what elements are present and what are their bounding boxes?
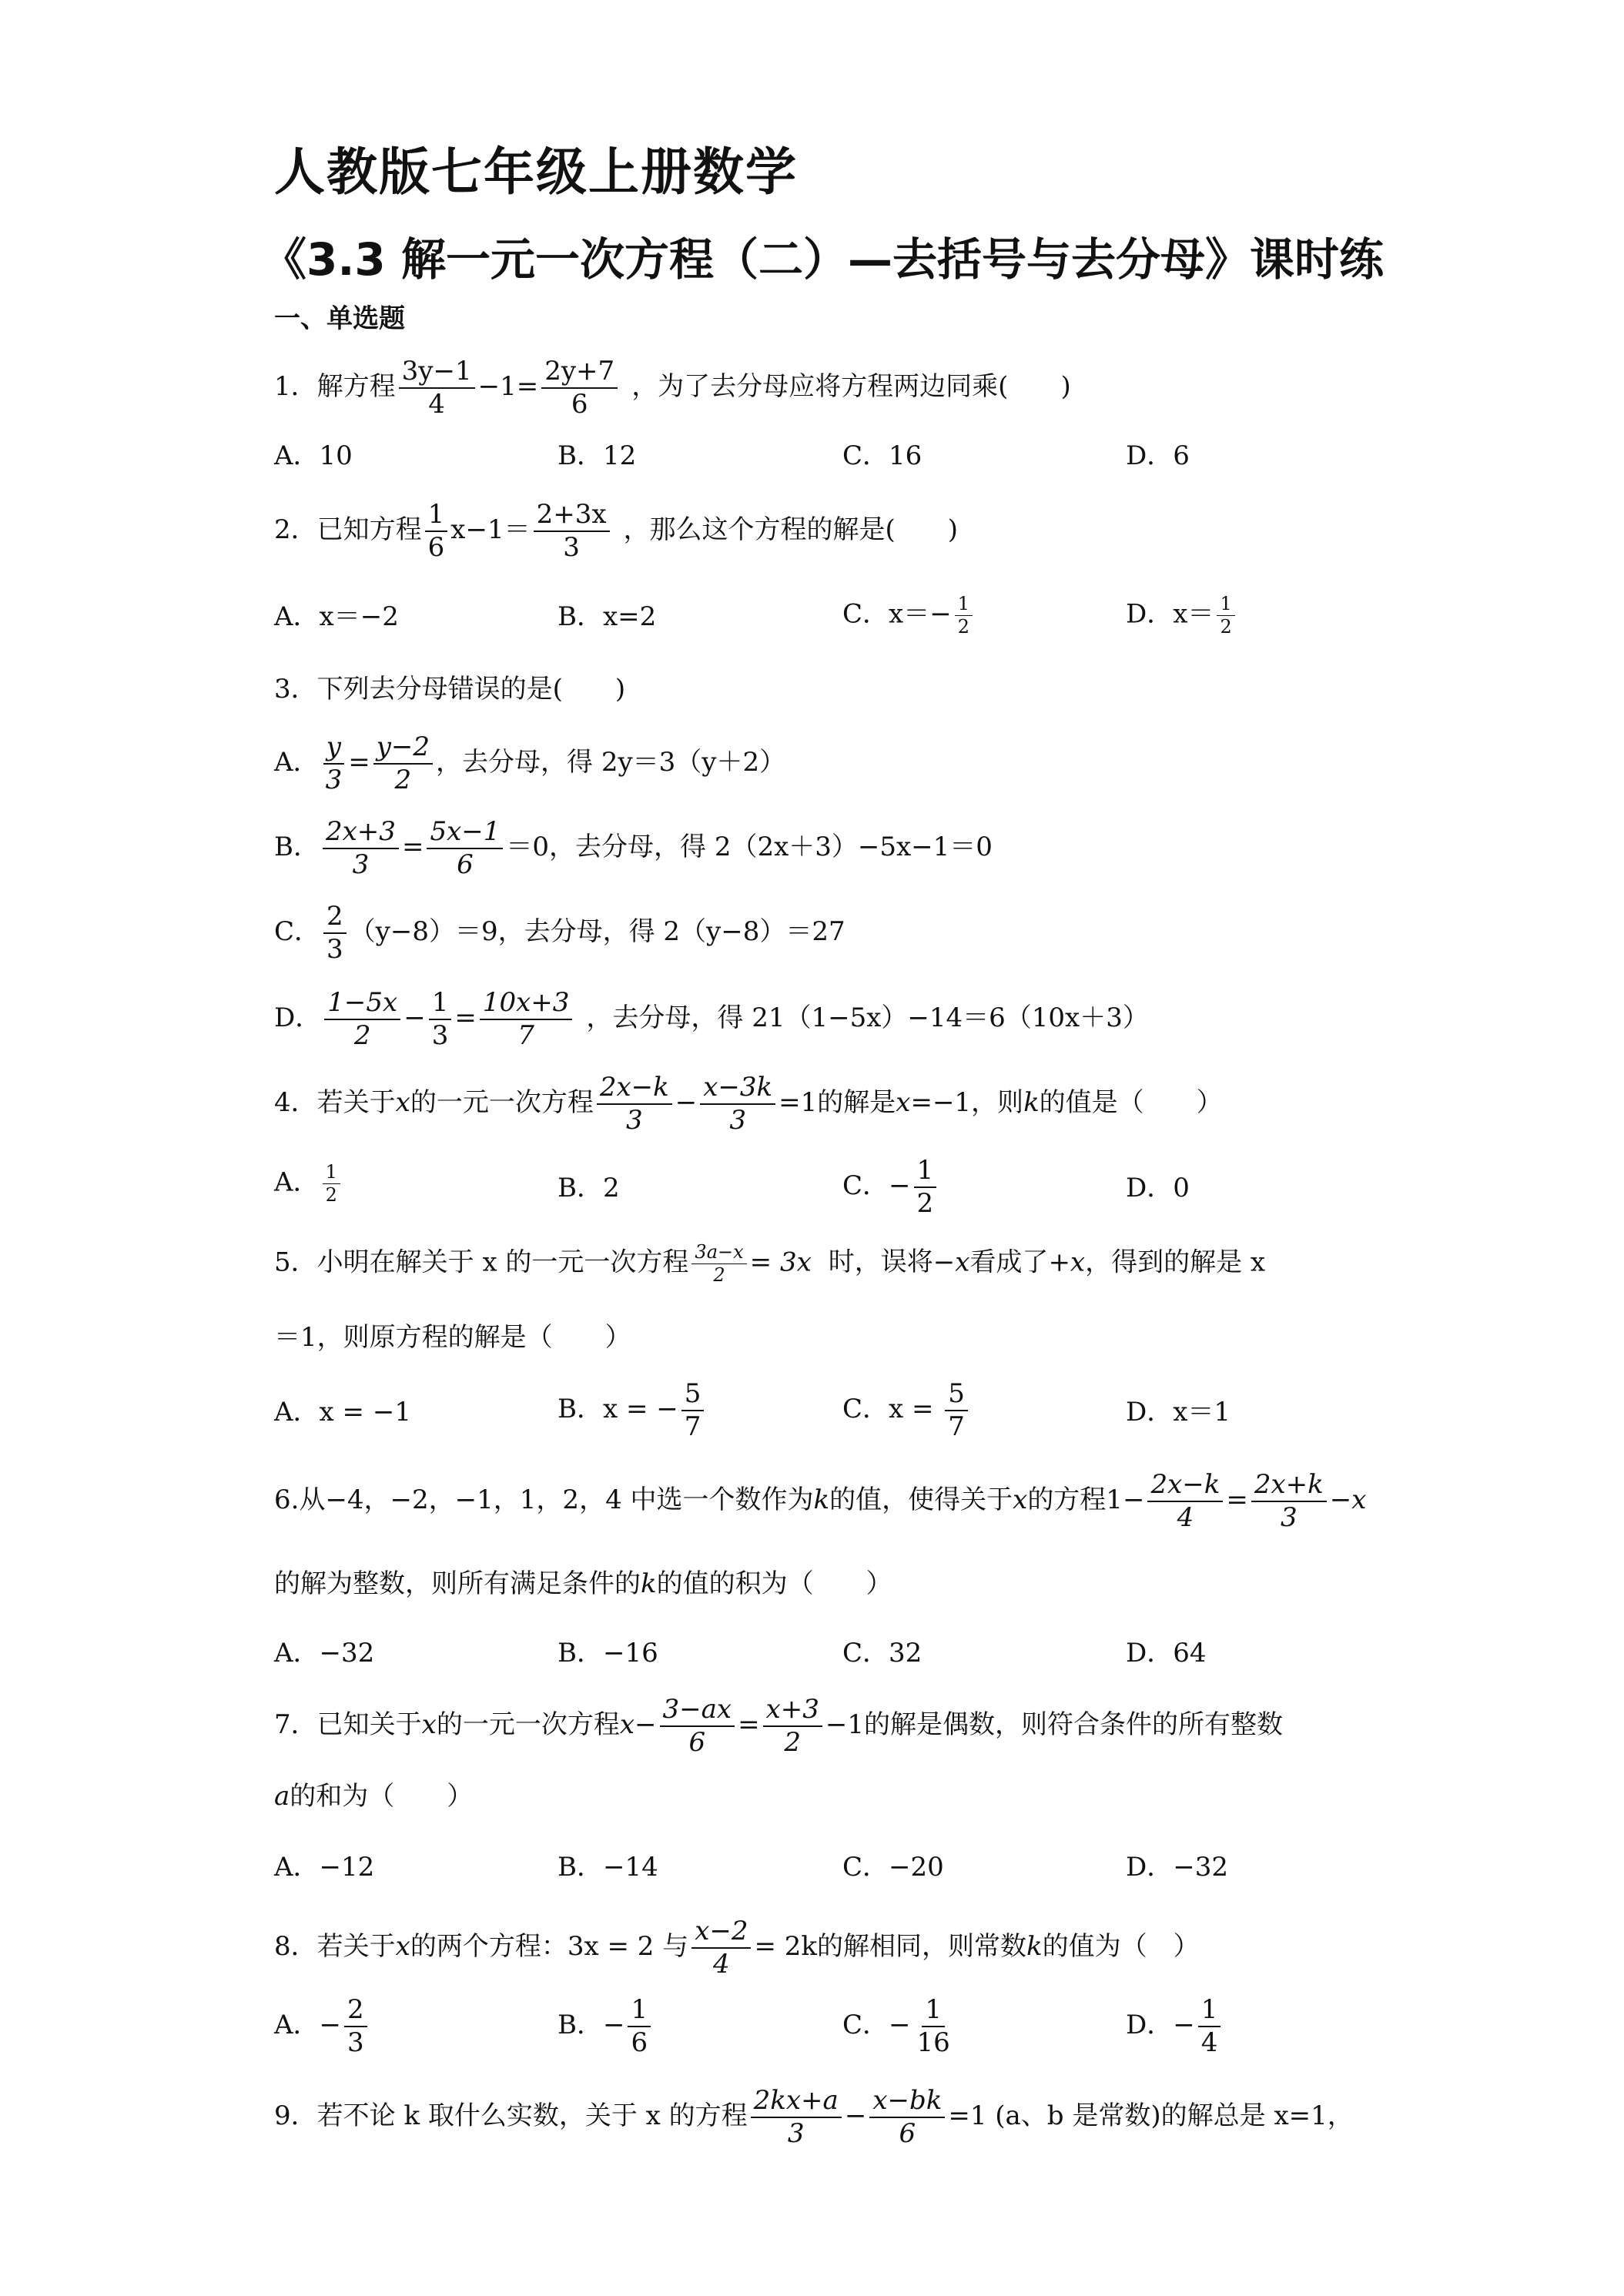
q2-option-c: C．x＝− $\frac{1}{2}$ <box>842 593 976 638</box>
question-2: 2．已知方程 $\frac{1}{6}$ x−1＝ $\frac{2+3x}{3}$ ，那么这个方程的解是( ) <box>274 499 959 563</box>
q3-option-d: D． $\frac{1-5x}{2}$ − $\frac{1}{3}$ = $\frac{10x+3}{7}$ ，去分母，得 21（1−5x）−14＝6（10x＋3） <box>274 987 1149 1051</box>
q4-option-b: B．2 <box>558 1173 620 1203</box>
q8-option-d: D．− $\frac{1}{4}$ <box>1126 1994 1224 2059</box>
q8-option-c: C．− $\frac{1}{16}$ <box>842 1994 950 2058</box>
section-heading: 一、单选题 <box>274 303 405 334</box>
fraction: $\frac{3y-1}{4}$ <box>399 356 475 420</box>
q1-option-d: D．6 <box>1126 440 1190 471</box>
q7-option-c: C．−20 <box>842 1852 944 1883</box>
question-6-line-2: 的解为整数，则所有满足条件的k的值的积为（ ） <box>274 1568 892 1599</box>
q4-option-d: D．0 <box>1126 1173 1190 1203</box>
page-title: 人教版七年级上册数学 <box>274 142 798 202</box>
question-7-line-2: a的和为（ ） <box>274 1781 474 1812</box>
question-5: 5．小明在解关于 x 的一元一次方程 $\frac{3a-x}{2}$ = 3x 时，误将−x看成了+x，得到的解是 x <box>274 1241 1266 1286</box>
question-5-line-2: ＝1，则原方程的解是（ ） <box>274 1322 631 1353</box>
q2-option-d: D．x＝ $\frac{1}{2}$ <box>1126 593 1238 638</box>
q6-option-c: C．32 <box>842 1638 922 1668</box>
q4-option-c: C．− $\frac{1}{2}$ <box>842 1155 939 1220</box>
q6-option-b: B．−16 <box>558 1638 658 1668</box>
q8-option-b: B．− $\frac{1}{6}$ <box>558 1994 654 2059</box>
q2-option-a: A．x＝−2 <box>274 601 399 632</box>
q5-option-c: C．x = $\frac{5}{7}$ <box>842 1378 971 1443</box>
q5-option-d: D．x＝1 <box>1126 1397 1231 1427</box>
q1-option-a: A．10 <box>274 440 353 471</box>
question-3: 3．下列去分母错误的是( ) <box>274 674 626 705</box>
fraction: $\frac{1}{6}$ <box>425 499 448 564</box>
q3-option-a: A． $\frac{y}{3}$ = $\frac{y-2}{2}$ ，去分母，得 2y＝3（y＋2） <box>274 731 786 795</box>
q3-option-c: C． $\frac{2}{3}$ （y−8）＝9，去分母，得 2（y−8）＝27 <box>274 901 845 965</box>
q5-option-a: A．x = −1 <box>274 1397 411 1427</box>
question-4: 4．若关于x的一元一次方程 $\frac{2x-k}{3}$ − $\frac{x-3k}{3}$ =1的解是x=−1，则k的值是（ ） <box>274 1072 1223 1136</box>
question-8: 8．若关于x的两个方程：3x = 2 与 $\frac{x-2}{4}$ = 2k的解相同，则常数k的值为（ ） <box>274 1916 1200 1980</box>
lesson-subtitle: 《3.3 解一元一次方程（二）—去括号与去分母》课时练 <box>262 233 1384 286</box>
q7-option-a: A．−12 <box>274 1852 375 1883</box>
question-7: 7．已知关于x的一元一次方程x− $\frac{3-ax}{6}$ = $\frac{x+3}{2}$ −1的解是偶数，则符合条件的所有整数 <box>274 1694 1283 1758</box>
q1-option-b: B．12 <box>558 440 637 471</box>
q6-option-a: A．−32 <box>274 1638 375 1668</box>
fraction: $\frac{2y+7}{6}$ <box>541 356 618 420</box>
q6-option-d: D．64 <box>1126 1638 1207 1668</box>
question-1: 1．解方程 $\frac{3y-1}{4}$ −1= $\frac{2y+7}{6}$ ，为了去分母应将方程两边同乘( ) <box>274 356 1071 420</box>
fraction: $\frac{2+3x}{3}$ <box>534 499 610 564</box>
q7-option-d: D．−32 <box>1126 1852 1229 1883</box>
q1-option-c: C．16 <box>842 440 922 471</box>
q2-option-b: B．x=2 <box>558 601 657 632</box>
q4-option-a: A． $\frac{1}{2}$ <box>274 1161 343 1207</box>
question-6: 6.从−4，−2，−1，1，2，4 中选一个数作为k的值，使得关于x的方程1− $\frac{2x-k}{4}$ = $\frac{2x+k}{3}$ −x <box>274 1469 1367 1533</box>
q5-option-b: B．x = − $\frac{5}{7}$ <box>558 1378 707 1443</box>
q7-option-b: B．−14 <box>558 1852 658 1883</box>
q3-option-b: B． $\frac{2x+3}{3}$ = $\frac{5x-1}{6}$ ＝0，去分母，得 2（2x＋3）−5x−1＝0 <box>274 816 993 880</box>
q8-option-a: A．− $\frac{2}{3}$ <box>274 1994 370 2059</box>
question-9: 9．若不论 k 取什么实数，关于 x 的方程 $\frac{2kx+a}{3}$ − $\frac{x-bk}{6}$ =1 (a、b 是常数)的解总是 x=1， <box>274 2085 1354 2149</box>
